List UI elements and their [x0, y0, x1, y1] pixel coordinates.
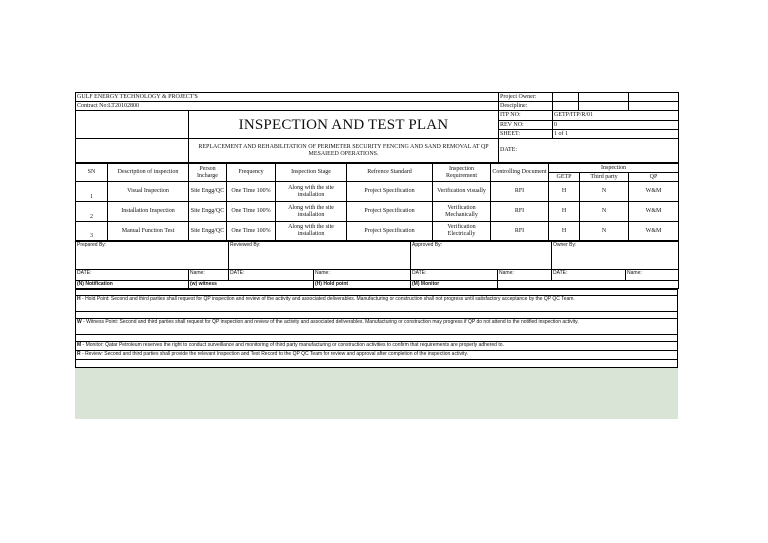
- col-reference: Refrence Standard: [347, 164, 433, 182]
- itp-document: [75, 92, 678, 368]
- prepared-date-label: DATE:: [76, 270, 189, 281]
- reviewed-date-label: DATE:: [229, 270, 314, 281]
- prepared-name-label: Name:: [189, 270, 229, 281]
- legend-hold-point: (H) Hold point: [314, 281, 411, 289]
- col-third-party: Third party: [580, 173, 629, 182]
- col-qp: QP: [629, 173, 679, 182]
- itp-no-value: GETP/ITP/R/01: [553, 111, 679, 121]
- inspection-table: [75, 163, 679, 241]
- col-document: Controlling Document: [491, 164, 549, 182]
- col-description: Description of inspection: [108, 164, 189, 182]
- project-owner-value: [553, 93, 579, 102]
- col-getp: GETP: [549, 173, 580, 182]
- sheet-label: SHEET:: [499, 130, 553, 139]
- approved-by-label: Approved By:: [411, 242, 552, 270]
- project-subtitle: REPLACEMENT AND REHABILITATION OF PERIMETER SECURITY FENCING AND SAND REMOVAL AT QP MESAIEED OPERATIONS.: [189, 139, 499, 163]
- rev-no-value: 0: [553, 121, 679, 130]
- blank-label-box: [282, 421, 312, 429]
- reviewed-by-label: Reviewed By:: [229, 242, 411, 270]
- legend-witness: (w) witness: [189, 281, 314, 289]
- header-table: [75, 92, 679, 163]
- notes-table: [75, 289, 678, 368]
- approved-date-label: DATE:: [411, 270, 498, 281]
- discipline-label: Descipline:: [499, 102, 553, 111]
- legend-notification: (N) Notification: [76, 281, 189, 289]
- prepared-by-label: Prepared By:: [76, 242, 229, 270]
- note-review: R - Review: Second and third parties shall provide the relevant Inspection and Test Record to the QP QC Team for review and approval after completion of the inspection activity.: [76, 351, 678, 360]
- owner-date-label: DATE:: [552, 270, 626, 281]
- owner-name-label: Name:: [626, 270, 679, 281]
- legend-monitor: (M) Monitor: [411, 281, 498, 289]
- table-row: 3 Manual Function Test Site Engg/QC One Time 100% Along with the site installation Project Specification Verification Electrically RFI H N W&M: [76, 222, 679, 241]
- sheet-value: 1 of 1: [553, 130, 679, 139]
- col-requirement: Inspection Requirement: [433, 164, 491, 182]
- rev-no-label: REV NO:: [499, 121, 553, 130]
- project-owner-label: Project Owner:: [499, 93, 553, 102]
- contract-number: Contract No:LT20102800: [76, 102, 499, 111]
- col-frequency: Frequency: [227, 164, 276, 182]
- owner-by-label: Owner By:: [552, 242, 679, 270]
- table-row: 2 Installation Inspection Site Engg/QC One Time 100% Along with the site installation Project Specification Verification Mechanically RFI H N W&M: [76, 202, 679, 222]
- document-title: INSPECTION AND TEST PLAN: [189, 111, 499, 139]
- approved-name-label: Name:: [498, 270, 552, 281]
- note-hold-point: H - Hold Point: Second and third parties shall request for QP inspection and review of the activity and associated deliverables. Manufacturing or construction shall not progress until satisfactory acceptance by the QP QC Team.: [76, 296, 678, 312]
- company-name: GULF ENERGY TECHNOLOGY & PROJECT'S: [76, 93, 499, 102]
- date-label: DATE:: [499, 139, 679, 163]
- note-witness-point: W - Witness Point: Second and third parties shall request for QP inspection and review of the activity and associated deliverables. Manufacturing or construction may progress if QP do not attend to the notified inspection activity.: [76, 319, 678, 335]
- reviewed-name-label: Name:: [314, 270, 411, 281]
- discipline-value: [553, 102, 579, 111]
- table-row: 1 Visual Inspection Site Engg/QC One Time 100% Along with the site installation Project Specification Verification visually RFI H N W&M: [76, 182, 679, 202]
- col-person: Person Incharge: [189, 164, 227, 182]
- col-sn: SN: [76, 164, 108, 182]
- col-stage: Inspection Stage: [276, 164, 347, 182]
- note-monitor: M - Monitor: Qatar Petroleum reserves the right to conduct surveillance and monitoring of third party manufacturing or construction activities to confirm that requirements are properly adhered to.: [76, 342, 678, 351]
- col-inspection: Inspection: [549, 164, 679, 173]
- signature-table: [75, 241, 679, 289]
- itp-no-label: ITP NO:: [499, 111, 553, 121]
